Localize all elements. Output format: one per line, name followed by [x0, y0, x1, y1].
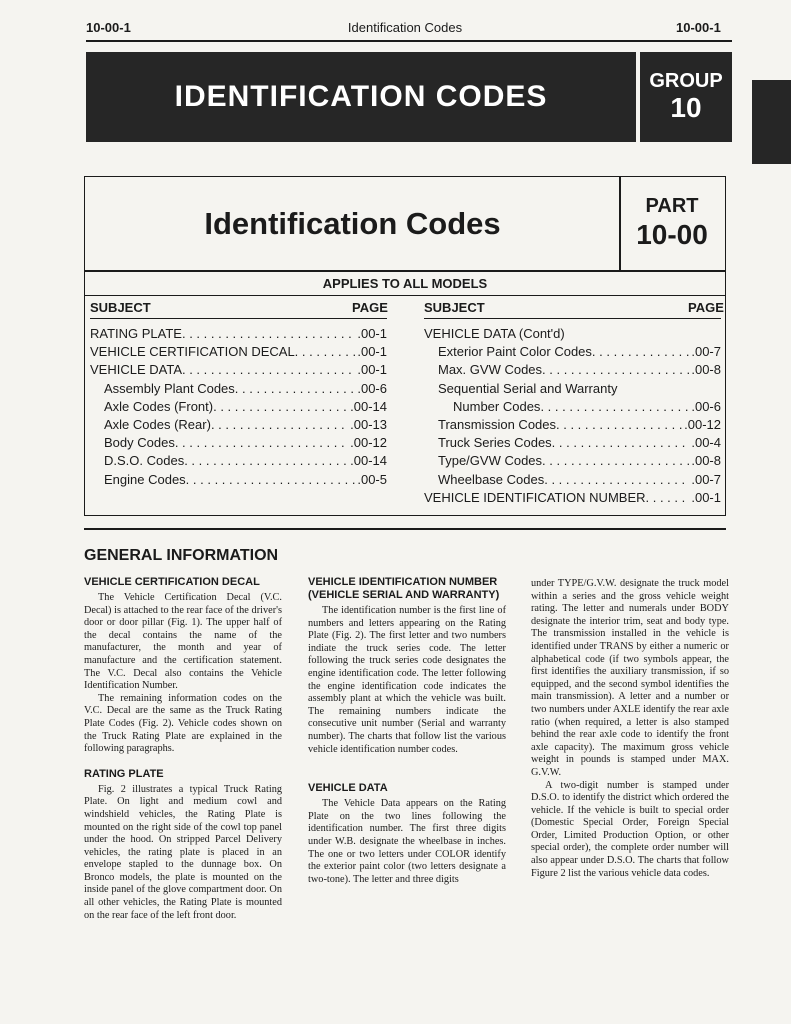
toc-rule-left	[90, 318, 387, 319]
toc-entry-label: Transmission Codes	[438, 417, 557, 433]
toc-leader-dots	[182, 325, 355, 343]
toc-entry-label: Engine Codes	[104, 471, 186, 487]
toc-entry-page: .00-13	[350, 417, 387, 433]
toc-entry	[424, 434, 721, 452]
toc-entry-page: .00-1	[357, 344, 387, 360]
toc-leader-dots	[646, 489, 690, 507]
toc-leader-dots	[552, 434, 690, 452]
toc-entry-label: Number Codes	[453, 398, 541, 414]
toc-entry-label: Wheelbase Codes	[438, 471, 545, 487]
toc-leader-dots	[544, 471, 689, 489]
group-number: 10	[670, 92, 702, 123]
toc-entry	[90, 416, 387, 434]
toc-entry-label: Type/GVW Codes	[438, 453, 543, 469]
subject-heading-left: SUBJECT	[90, 300, 151, 315]
toc-leader-dots	[186, 471, 356, 489]
toc-entry-page: .00-8	[691, 453, 721, 469]
vehicle-data-paragraph: The Vehicle Data appears on the Rating Plate on the two lines following the identification number. The first three digits under W.B. designate the wheelbase in inches. The one or two letters under COLOR identify the exterior paint color (two letters designate a two-tone). The letter and three digits	[308, 798, 506, 885]
page-number-left: 10-00-1	[86, 20, 131, 35]
vin-heading: VEHICLE IDENTIFICATION NUMBER (VEHICLE SERIAL AND WARRANTY)	[308, 576, 500, 601]
header-rule	[86, 40, 732, 42]
group-label: GROUP	[649, 70, 723, 92]
toc-entry	[90, 380, 387, 398]
toc-leader-dots	[211, 416, 348, 434]
toc-leader-dots	[213, 398, 348, 416]
toc-leader-dots	[540, 398, 689, 416]
toc-leader-dots	[592, 343, 689, 361]
page-heading-left: PAGE	[352, 300, 388, 315]
toc-entry	[90, 325, 387, 343]
toc-entry-label: Axle Codes (Front)	[104, 398, 214, 414]
toc-entry	[424, 452, 721, 470]
toc-entry-label: VEHICLE DATA (Cont'd)	[424, 326, 565, 341]
toc-entry-page: .00-1	[691, 489, 721, 505]
part-label: PART	[645, 195, 699, 217]
cert-decal-paragraph-2: The remaining information codes on the V.C. Decal are the same as the Truck Rating Plate Codes (Fig. 2). Vehicle codes shown on the Truck Rating Plate are explained in the following paragraphs.	[84, 692, 282, 755]
toc-entry-label: Exterior Paint Color Codes	[438, 344, 592, 360]
type-gvw-paragraph: under TYPE/G.V.W. designate the truck model within a series and the gross vehicle weight rating. The letter and numerals under BODY designate the interior trim, seat and body type. The transmission installed in the vehicle is identified under TRANS by either a numeric or alphabetical code (if two symbols appear, the first identifies the auxiliary transmission, if so equipped, and the second symbol identifies the main transmission). A letter and a number or two numbers under AXLE identify the rear axle ratio (when required, a letter is also stamped behind the rear axle code to identify the front axle capacity). The maximum gross vehicle weight in pounds is stamped under MAX. G.V.W.	[531, 578, 729, 778]
part-label-box	[620, 195, 724, 252]
rating-plate-paragraph: Fig. 2 illustrates a typical Truck Rating Plate. On light and medium cowl and windshield vehicles, the Rating Plate is mounted on the right side of the cowl top panel under the hood. On stripped Parcel Delivery vehicles, the rating plate is placed in an envelope stapled to the dunnage box. On Bronco models, the plate is mounted on the inside panel of the glove compartment door. On all other vehicles, the Rating Plate is mounted on the rear face of the left front door.	[84, 783, 282, 921]
cert-decal-paragraph-1: The Vehicle Certification Decal (V.C. Decal) is attached to the rear face of the driver's door or door pillar (Fig. 1). The upper half of the decal contains the name of the manufacturer, the month and year of manufacture and the certification statement. The V.C. Decal also contains the Vehicle Identification Number.	[84, 592, 282, 692]
toc-entry	[424, 471, 721, 489]
toc-entry-page: .00-1	[357, 362, 387, 378]
toc-entry-page: .00-14	[350, 398, 387, 414]
section-title: GENERAL INFORMATION	[84, 547, 279, 564]
section-thumb-tab	[752, 80, 791, 164]
toc-entry-page: .00-5	[357, 471, 387, 487]
toc-rule-right	[424, 318, 721, 319]
toc-entry-label: Assembly Plant Codes	[104, 380, 235, 396]
toc-leader-dots	[175, 434, 348, 452]
group-box	[640, 52, 732, 142]
cert-decal-heading: VEHICLE CERTIFICATION DECAL	[84, 576, 260, 588]
toc-leader-dots	[295, 343, 356, 361]
part-title: Identification Codes	[204, 206, 501, 241]
toc-left	[90, 325, 387, 489]
toc-entry-label: Sequential Serial and Warranty	[438, 380, 618, 396]
page-heading-right: PAGE	[688, 300, 724, 315]
vin-paragraph: The identification number is the first line of numbers and letters appearing on the Rating Plate (Fig. 2). The first letter and two numbers indiate the truck series code. The letter following the truck series code designates the engine identification code. The letter following the engine identification code indicates the assembly plant at which the vehicle was built. The remaining numbers indicate the consecutive unit number (Serial and warranty number). The charts that follow list the various vehicle identification number codes.	[308, 605, 506, 755]
toc-entry	[424, 489, 721, 507]
toc-entry-label: Axle Codes (Rear)	[104, 417, 211, 433]
toc-entry-label: RATING PLATE	[90, 326, 182, 341]
toc-entry	[90, 361, 387, 379]
toc-entry-label: Truck Series Codes	[438, 435, 552, 451]
toc-entry-page: .00-6	[357, 380, 387, 396]
toc-leader-dots	[184, 452, 348, 470]
subject-heading-right: SUBJECT	[424, 300, 485, 315]
toc-right	[424, 325, 721, 507]
toc-entry-label: D.S.O. Codes	[104, 453, 185, 469]
text-column-2	[308, 576, 506, 886]
running-title: Identification Codes	[347, 20, 463, 35]
toc-entry-page: .00-12	[684, 417, 721, 433]
dso-paragraph: A two-digit number is stamped under D.S.O. to identify the district which ordered the vehicle. If the vehicle is built to special order (Domestic Special Order, Foreign Special Order, Limited Production Option, or other special order), the complete order number will also appear under D.S.O. The charts that follow Figure 2 list the various vehicle data codes.	[531, 779, 729, 879]
toc-leader-dots	[556, 416, 682, 434]
toc-entry-page: .00-1	[357, 326, 387, 341]
text-column-3	[531, 578, 729, 880]
toc-entry	[424, 325, 721, 343]
toc-entry-label: VEHICLE IDENTIFICATION NUMBER	[424, 489, 646, 505]
vehicle-data-heading: VEHICLE DATA	[308, 782, 388, 795]
toc-entry-label: Body Codes	[104, 435, 175, 451]
toc-entry-page: .00-14	[350, 453, 387, 469]
page-number-right: 10-00-1	[676, 20, 721, 35]
applies-rule	[84, 295, 726, 296]
toc-entry	[424, 380, 721, 398]
part-number: 10-00	[636, 219, 708, 250]
toc-leader-dots	[182, 361, 355, 379]
toc-leader-dots	[235, 380, 356, 398]
part-bottom-rule	[84, 270, 726, 272]
toc-entry	[424, 416, 721, 434]
toc-entry	[424, 343, 721, 361]
toc-entry	[424, 398, 721, 416]
toc-entry-page: .00-6	[691, 398, 721, 414]
toc-entry-label: VEHICLE CERTIFICATION DECAL	[90, 344, 295, 360]
toc-entry-page: .00-7	[691, 344, 721, 360]
section-rule	[84, 528, 726, 530]
toc-entry-page: .00-7	[691, 471, 721, 487]
toc-entry	[90, 471, 387, 489]
toc-entry-label: VEHICLE DATA	[90, 362, 182, 378]
toc-entry-label: Max. GVW Codes	[438, 362, 543, 378]
toc-entry	[424, 361, 721, 379]
text-column-1	[84, 576, 282, 922]
toc-entry	[90, 434, 387, 452]
toc-entry-page: .00-4	[691, 435, 721, 451]
toc-leader-dots	[542, 361, 689, 379]
rating-plate-heading: RATING PLATE	[84, 767, 164, 780]
toc-entry-page: .00-12	[350, 435, 387, 451]
toc-entry	[90, 343, 387, 361]
toc-leader-dots	[542, 452, 689, 470]
group-banner-title: IDENTIFICATION CODES	[86, 52, 636, 142]
toc-entry	[90, 452, 387, 470]
toc-entry-page: .00-8	[691, 362, 721, 378]
toc-entry	[90, 398, 387, 416]
applies-to: APPLIES TO ALL MODELS	[322, 276, 488, 291]
